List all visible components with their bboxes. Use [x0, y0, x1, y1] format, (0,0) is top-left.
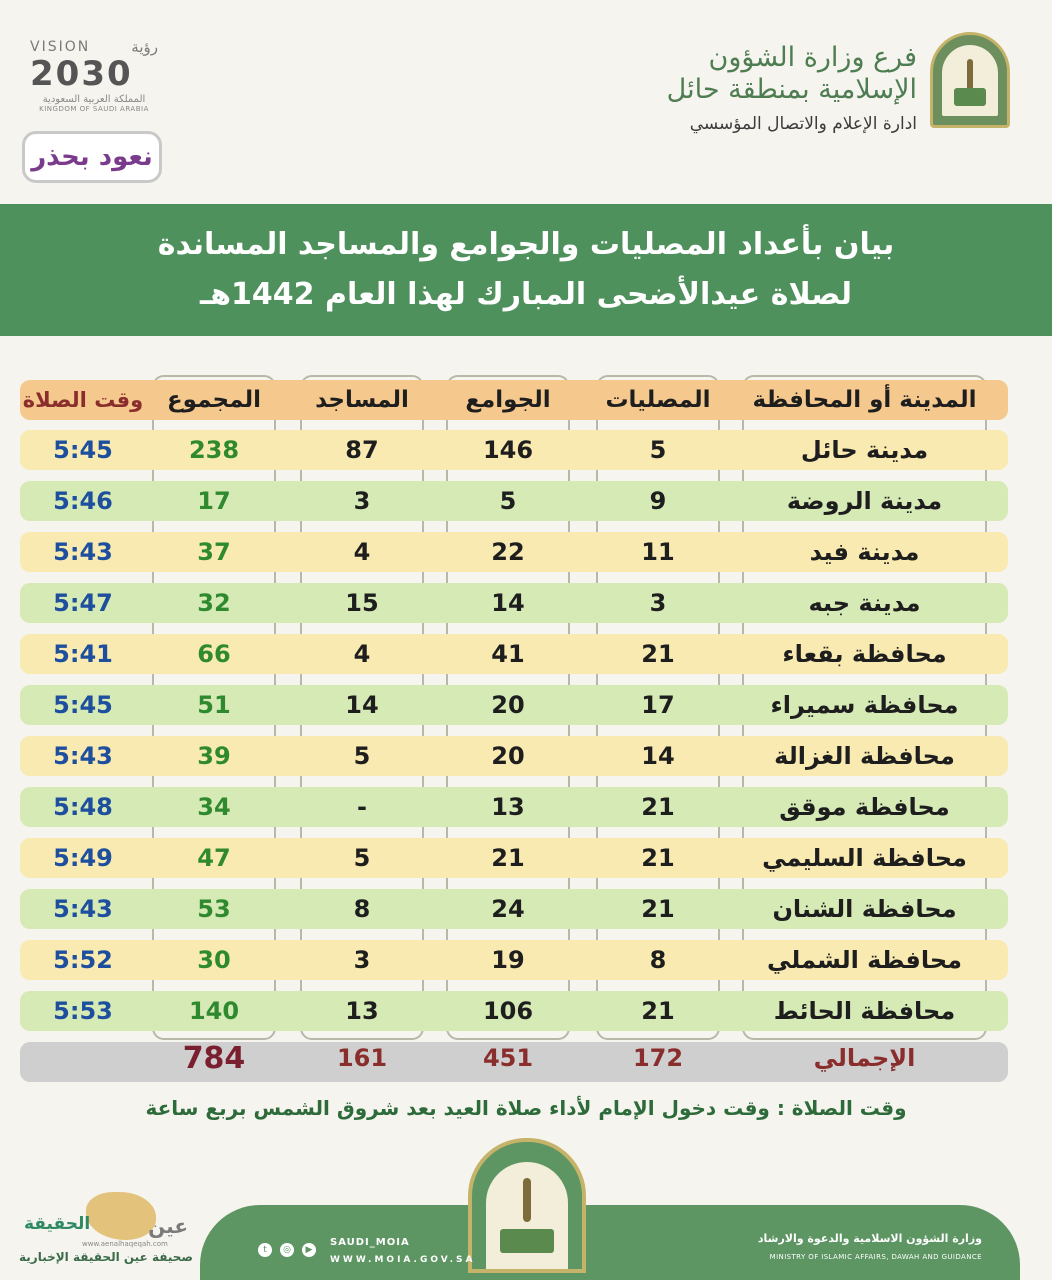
cell-mosques: 3 — [353, 487, 371, 515]
cell-prayer_grounds: 17 — [641, 691, 675, 719]
cell-time: 5:45 — [53, 436, 113, 464]
cell-mosques_friday: 41 — [491, 640, 525, 668]
cell-prayer_grounds: 9 — [649, 487, 667, 515]
cell-total: 34 — [197, 793, 231, 821]
header-prayer_grounds: المصليات — [605, 387, 711, 413]
cell-mosques_friday: 24 — [491, 895, 525, 923]
cell-prayer_grounds: 21 — [641, 997, 675, 1025]
cell-time: 5:41 — [53, 640, 113, 668]
cell-total: 37 — [197, 538, 231, 566]
header-mosques: المساجد — [315, 387, 409, 413]
cell-mosques: 87 — [345, 436, 379, 464]
cell-mosques_friday: 21 — [491, 844, 525, 872]
cell-city: محافظة سميراء — [770, 691, 959, 719]
cell-prayer_grounds: 21 — [641, 793, 675, 821]
total-mosques: 161 — [336, 1044, 388, 1072]
cell-time: 5:53 — [53, 997, 113, 1025]
cell-mosques_friday: 19 — [491, 946, 525, 974]
ain-alhaqeqah-logo — [18, 1192, 193, 1272]
cell-mosques: 4 — [353, 538, 371, 566]
ministry-line-1: فرع وزارة الشؤون — [708, 42, 917, 73]
cell-time: 5:48 — [53, 793, 113, 821]
twitter-icon[interactable]: t — [258, 1243, 272, 1257]
vision-word: VISION — [30, 39, 91, 55]
vision-kingdom-ar: المملكة العربية السعودية — [42, 94, 146, 105]
cell-mosques_friday: 5 — [499, 487, 517, 515]
footnote: وقت الصلاة : وقت دخول الإمام لأداء صلاة العيد بعد شروق الشمس بربع ساعة — [145, 1096, 907, 1120]
total-mosques_friday: 451 — [482, 1044, 534, 1072]
cell-city: محافظة الشنان — [772, 895, 957, 923]
cell-prayer_grounds: 3 — [649, 589, 667, 617]
ministry-line-3: ادارة الإعلام والاتصال المؤسسي — [689, 114, 917, 134]
cell-total: 140 — [188, 997, 240, 1025]
ain-site: www.aenalhaqeqah.com — [82, 1240, 168, 1248]
cell-mosques: 13 — [345, 997, 379, 1025]
footer-website[interactable]: WWW.MOIA.GOV.SA — [330, 1255, 476, 1265]
header-city: المدينة أو المحافظة — [752, 387, 977, 413]
total-prayer_grounds: 172 — [632, 1044, 684, 1072]
header-mosques_friday: الجوامع — [465, 387, 551, 413]
cell-city: محافظة الحائط — [773, 997, 956, 1025]
cell-mosques_friday: 20 — [491, 742, 525, 770]
cell-mosques: 8 — [353, 895, 371, 923]
return-cautiously-badge: نعود بحذر — [22, 131, 162, 183]
cell-total: 47 — [197, 844, 231, 872]
ministry-emblem-icon — [930, 32, 1010, 128]
cell-time: 5:47 — [53, 589, 113, 617]
cell-city: مدينة فيد — [809, 538, 920, 566]
cell-city: مدينة الروضة — [786, 487, 943, 515]
cell-mosques_friday: 146 — [482, 436, 534, 464]
footer-ministry-ar: وزارة الشؤون الاسلامية والدعوة والارشاد — [757, 1232, 982, 1245]
youtube-icon[interactable]: ▶ — [302, 1243, 316, 1257]
cell-mosques: 5 — [353, 742, 371, 770]
cell-mosques_friday: 14 — [491, 589, 525, 617]
cell-time: 5:46 — [53, 487, 113, 515]
cell-city: مدينة حائل — [800, 436, 929, 464]
cell-total: 30 — [197, 946, 231, 974]
cell-total: 53 — [197, 895, 231, 923]
cell-prayer_grounds: 8 — [649, 946, 667, 974]
cell-mosques_friday: 20 — [491, 691, 525, 719]
cell-mosques: 15 — [345, 589, 379, 617]
title-line-2: لصلاة عيدالأضحى المبارك لهذا العام 1442هـ — [199, 277, 853, 312]
cell-mosques: 3 — [353, 946, 371, 974]
vision-kingdom-en: KINGDOM OF SAUDI ARABIA — [39, 105, 149, 113]
total-total: 784 — [182, 1040, 246, 1076]
cell-city: محافظة السليمي — [762, 844, 967, 872]
ain-caption: صحيفة عين الحقيقة الإخبارية — [19, 1250, 193, 1264]
ministry-branch-title — [667, 42, 917, 138]
cell-prayer_grounds: 21 — [641, 844, 675, 872]
cell-mosques: - — [357, 793, 367, 821]
cell-mosques: 5 — [353, 844, 371, 872]
footer-handle[interactable]: SAUDI_MOIA — [330, 1237, 410, 1248]
footer-ministry-en: MINISTRY OF ISLAMIC AFFAIRS, DAWAH AND GUIDANCE — [769, 1253, 982, 1261]
cell-city: محافظة بقعاء — [782, 640, 947, 668]
cell-total: 51 — [197, 691, 231, 719]
total-label: الإجمالي — [813, 1044, 916, 1072]
cell-time: 5:43 — [53, 538, 113, 566]
vision-ar: رؤية — [131, 38, 158, 56]
cell-time: 5:52 — [53, 946, 113, 974]
cell-prayer_grounds: 21 — [641, 640, 675, 668]
cell-mosques_friday: 22 — [491, 538, 525, 566]
cell-time: 5:45 — [53, 691, 113, 719]
header-time: وقت الصلاة — [22, 388, 144, 412]
cell-total: 66 — [197, 640, 231, 668]
cell-mosques: 4 — [353, 640, 371, 668]
ain-name-a: عين — [148, 1214, 188, 1238]
vision-2030-logo — [30, 38, 158, 113]
footer-emblem-icon — [468, 1138, 586, 1273]
cell-city: محافظة الغزالة — [774, 742, 955, 770]
title-band — [0, 204, 1052, 336]
cell-city: مدينة جبه — [808, 589, 921, 617]
cell-prayer_grounds: 11 — [641, 538, 675, 566]
instagram-icon[interactable]: ◎ — [280, 1243, 294, 1257]
vision-year: 2030 — [30, 54, 133, 94]
cell-total: 32 — [197, 589, 231, 617]
map-icon — [86, 1192, 156, 1240]
cell-total: 39 — [197, 742, 231, 770]
cell-time: 5:43 — [53, 895, 113, 923]
cell-time: 5:43 — [53, 742, 113, 770]
cell-mosques_friday: 106 — [482, 997, 534, 1025]
header-total: المجموع — [166, 387, 262, 413]
cell-city: محافظة الشملي — [767, 946, 962, 974]
ministry-line-2: الإسلامية بمنطقة حائل — [666, 74, 917, 105]
cell-prayer_grounds: 5 — [649, 436, 667, 464]
cell-time: 5:49 — [53, 844, 113, 872]
cell-prayer_grounds: 21 — [641, 895, 675, 923]
cell-prayer_grounds: 14 — [641, 742, 675, 770]
cell-mosques_friday: 13 — [491, 793, 525, 821]
cell-city: محافظة موقق — [779, 793, 950, 821]
ain-name-b: الحقيقة — [24, 1214, 91, 1234]
cell-total: 17 — [197, 487, 231, 515]
cell-total: 238 — [188, 436, 240, 464]
cell-mosques: 14 — [345, 691, 379, 719]
title-line-1: بيان بأعداد المصليات والجوامع والمساجد المساندة — [157, 227, 895, 262]
